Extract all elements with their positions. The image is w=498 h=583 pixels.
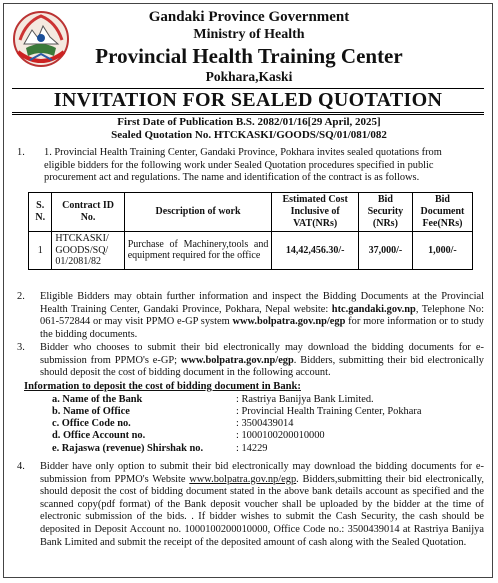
- egp-link[interactable]: www.bolpatra.gov.np/egp: [180, 354, 294, 366]
- bank-info-value: : Rastriya Banijya Bank Limited.: [236, 394, 374, 405]
- item-2-text-part: , Telephone No: 061-572844 or may visit PPMO e-GP system: [40, 303, 484, 328]
- bank-info-label: c. Office Code no.: [52, 418, 131, 429]
- bank-info-label: b. Name of Office: [52, 406, 130, 417]
- website-link[interactable]: htc.gandaki.gov.np: [331, 303, 416, 315]
- item-4-text-part: . Bidders,submitting their bid electronically, should deposit the cost of bidding document stated in the above bank details account as specified and the scanned copy(pdf format) of the Bank deposit voucher shall be uploaded by the bidder at the time of electronic submission of the bids. . If bidder wishes to submit the Cash Security, the cash should be deposited in Deposit Account no. 1000100200010000, Office Code no.: 3500439014 at Rastriya Banijya Bank Limited and submit the receipt of the deposited amount of cash along with the Sealed Quotation.: [40, 473, 484, 548]
- egp-link[interactable]: www.bolpatra.gov.np/egp: [232, 316, 346, 328]
- cell-sn: 1: [29, 232, 52, 270]
- bank-info-label: e. Rajaswa (revenue) Shirshak no.: [52, 443, 204, 454]
- item-2-text: [40, 291, 484, 341]
- col-estimated-cost: Estimated Cost Inclusive of VAT(NRs): [272, 193, 359, 232]
- website-link[interactable]: www.bolpatra.gov.np/egp: [189, 473, 297, 485]
- contract-table: [28, 192, 473, 270]
- col-bid-security: Bid Security (NRs): [358, 193, 412, 232]
- item-3-text: [40, 342, 484, 380]
- cell-bid-fee: 1,000/-: [412, 232, 472, 270]
- col-bid-fee: Bid Document Fee(NRs): [412, 193, 472, 232]
- bank-info-value: : 14229: [236, 443, 268, 454]
- item-4-text: [40, 461, 484, 549]
- item-1-text: [44, 147, 484, 185]
- item-2-text-part: Eligible Bidders may obtain further information and inspect the Bidding Documents at the Provincial Health Training Center, Gandaki Province, Pokhara, Nepal website:: [40, 291, 484, 315]
- item-3-text-part: Bidder who chooses to submit their bid electronically may download the bidding documents for e-submission from PPMO's e-GP;: [40, 342, 484, 366]
- bank-info-label: a. Name of the Bank: [52, 394, 143, 405]
- col-contract-id: Contract ID No.: [52, 193, 124, 232]
- bank-info-title: Information to deposit the cost of bidding document in Bank:: [24, 381, 301, 392]
- item-1-number: 1.: [17, 147, 25, 158]
- bank-info-value: : 3500439014: [236, 418, 294, 429]
- cell-contract-id: HTCKASKI/ GOODS/SQ/ 01/2081/82: [52, 232, 124, 270]
- item-1-line: procurement act and regulations. The name and identification of the contract is as follows.: [44, 172, 420, 184]
- table-header-row: [29, 193, 473, 232]
- ministry-name: Ministry of Health: [193, 27, 305, 42]
- government-name: Gandaki Province Government: [148, 9, 350, 25]
- col-sn: S. N.: [29, 193, 52, 232]
- item-2-number: 2.: [17, 291, 25, 302]
- item-3-number: 3.: [17, 342, 25, 353]
- item-2-text-part: for more information or to study the bidding documents.: [40, 316, 484, 340]
- item-3-text-part: . Bidders, submitting their bid electronically should deposit the cost of bidding document in the following account.: [40, 354, 484, 379]
- bank-info-value: : 1000100200010000: [236, 430, 325, 441]
- item-1-line: 1. Provincial Health Training Center, Gandaki Province, Pokhara invites sealed quotations from: [44, 147, 442, 158]
- cell-estimated-cost: 14,42,456.30/-: [272, 232, 359, 270]
- cell-description: Purchase of Machinery,tools and equipment required for the office: [124, 232, 272, 270]
- item-4-number: 4.: [17, 461, 25, 472]
- item-4-text-part: Bidder have only option to submit their bid electronically may download the bidding documents for e-submission from PPMO's Website: [40, 461, 484, 485]
- item-1-line: eligible bidders for the following work under Sealed Quotation procedures specified in public: [44, 159, 434, 171]
- publication-date: First Date of Publication B.S. 2082/01/16[29 April, 2025]: [117, 116, 381, 128]
- table-row: [29, 232, 473, 270]
- notice-title: INVITATION FOR SEALED QUOTATION: [12, 88, 484, 115]
- bank-info-label: d. Office Account no.: [52, 430, 146, 441]
- bank-info-value: : Provincial Health Training Center, Pokhara: [236, 406, 422, 417]
- center-location: Pokhara,Kaski: [205, 69, 293, 84]
- cell-bid-security: 37,000/-: [358, 232, 412, 270]
- quotation-number: Sealed Quotation No. HTCKASKI/GOODS/SQ/01/081/082: [111, 129, 387, 141]
- col-description: Description of work: [124, 193, 272, 232]
- center-name: Provincial Health Training Center: [95, 44, 403, 68]
